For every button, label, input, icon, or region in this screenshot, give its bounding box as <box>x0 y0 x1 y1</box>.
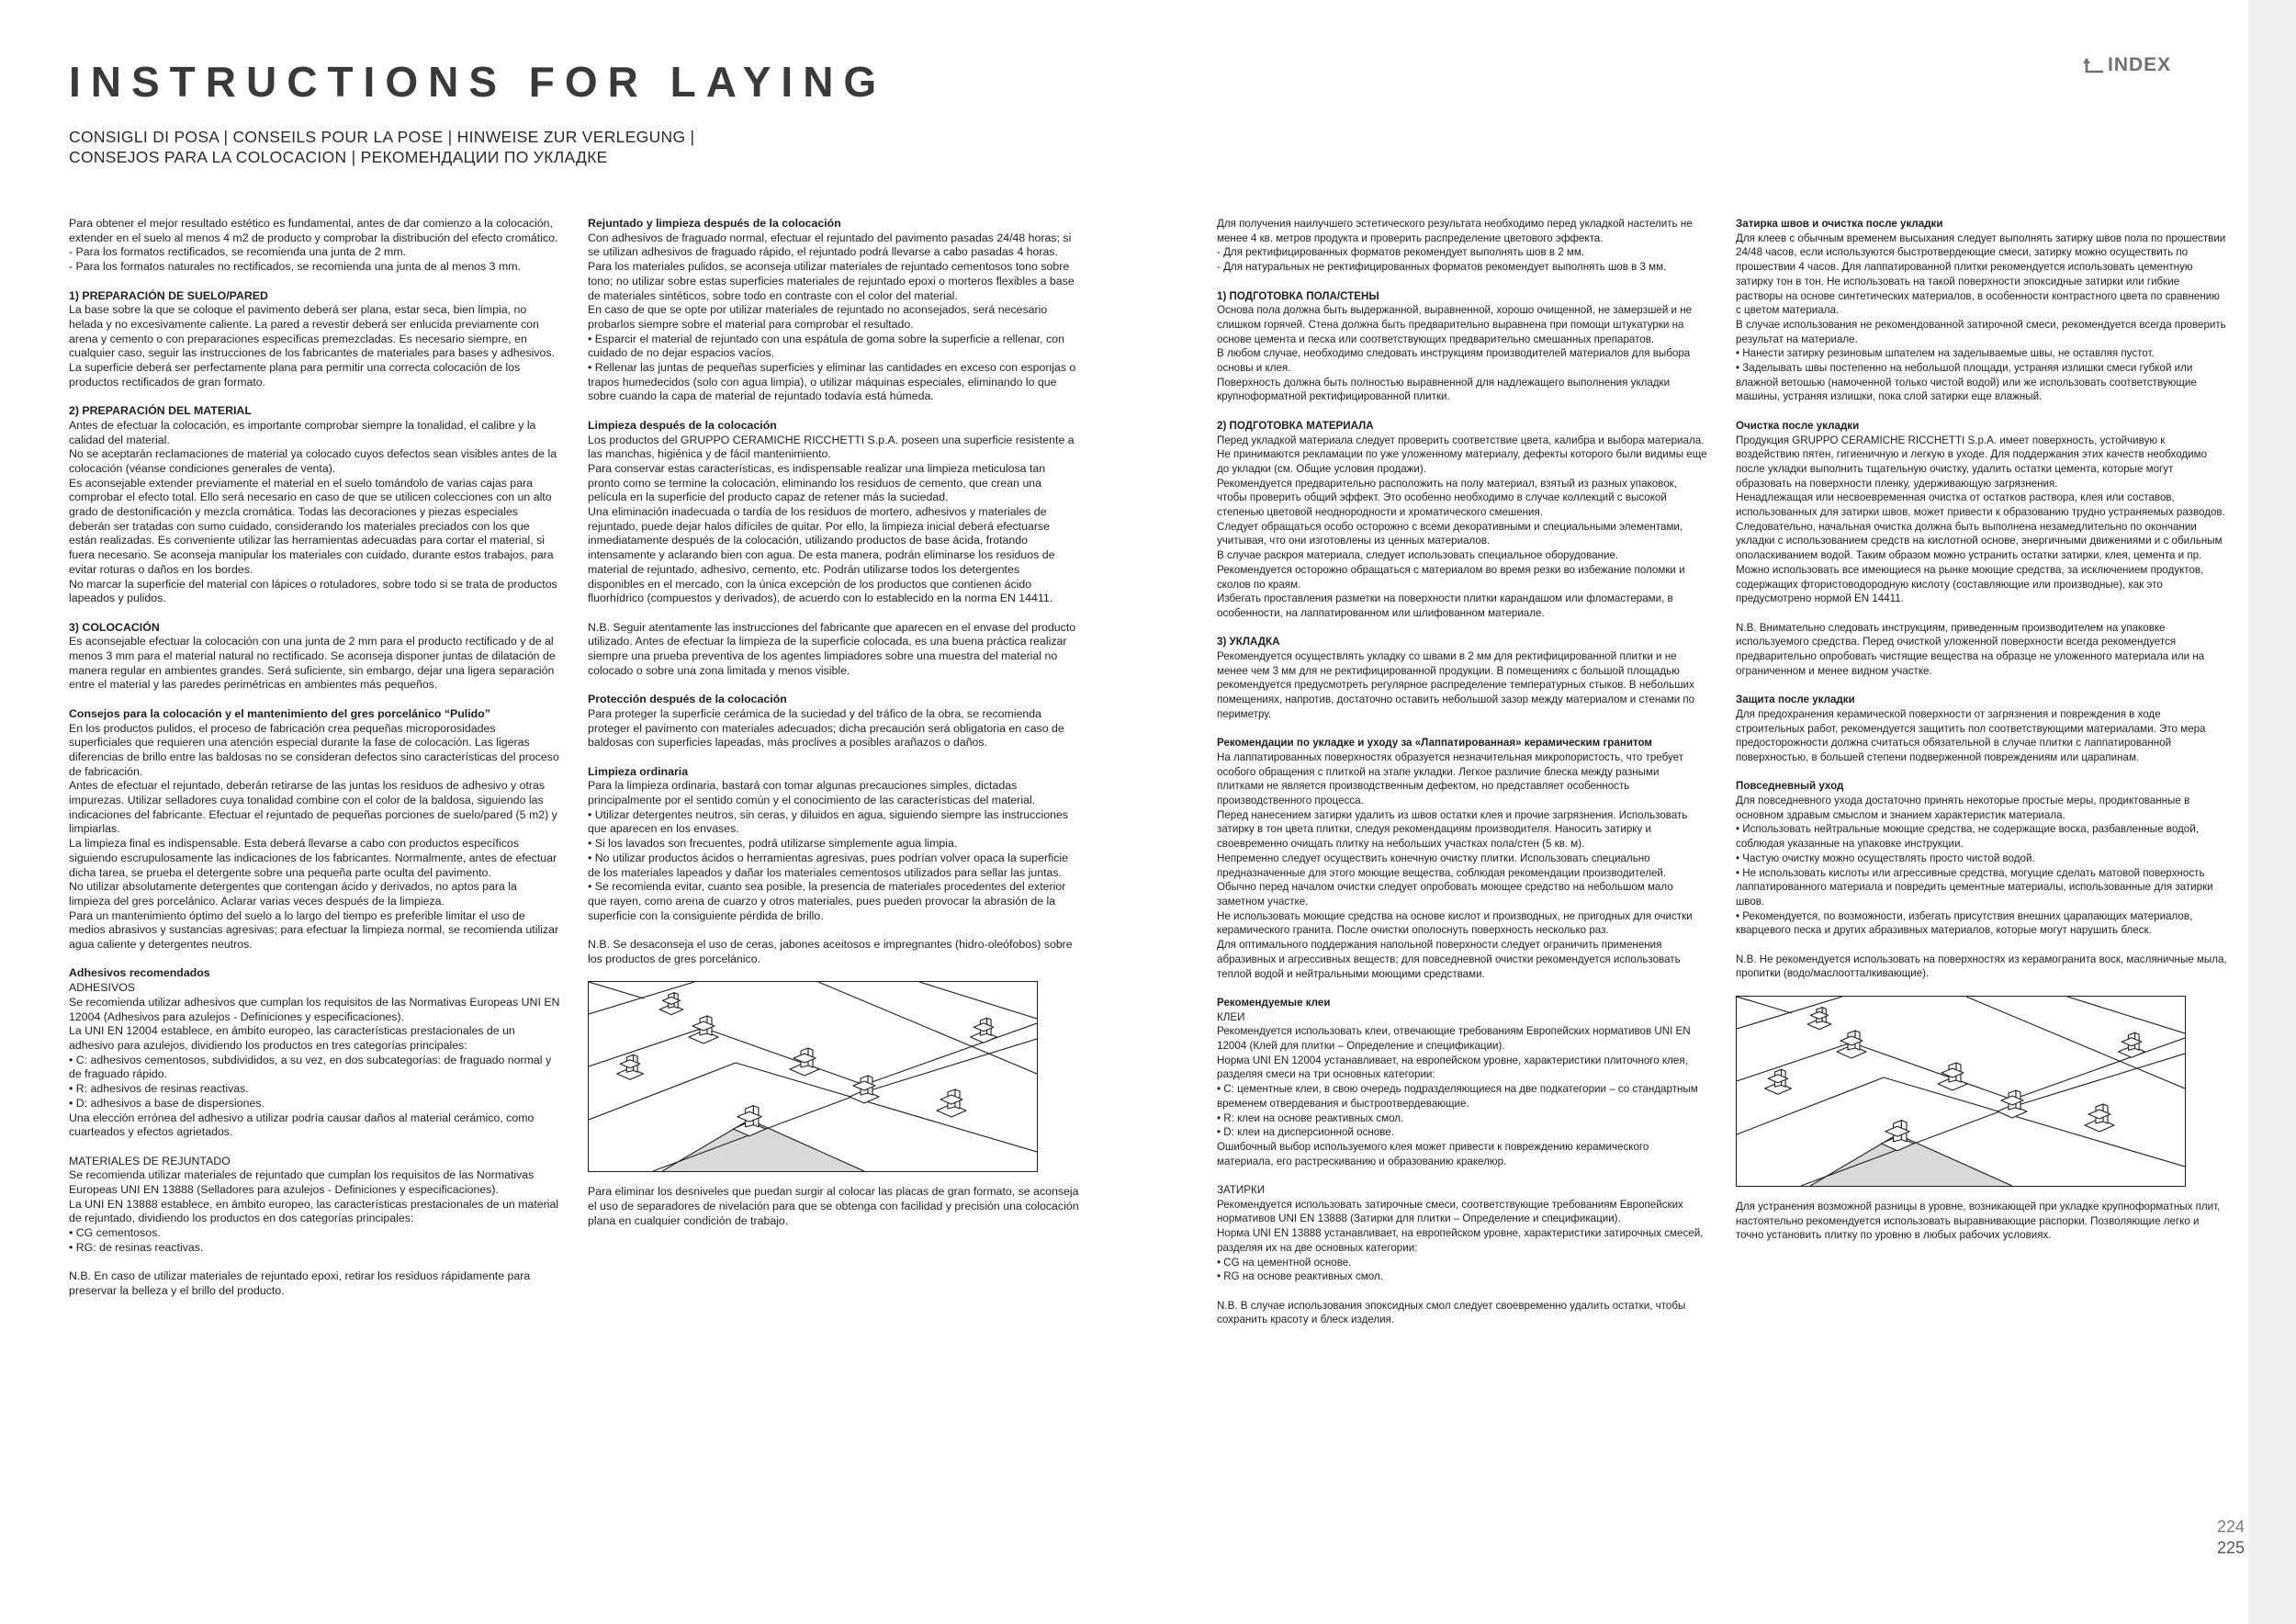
text-section <box>1217 217 1708 275</box>
paragraph-line: Para obtener el mejor resultado estético es fundamental, antes de dar comienzo a la colocación, extender en el suelo al menos 4 m2 de producto y comprobar la distribución del efecto cromático. <box>69 217 558 244</box>
text-section <box>588 217 1079 404</box>
leveling-clip-icon <box>971 1018 997 1043</box>
section-heading: Protección después de la colocación <box>588 693 787 706</box>
text-section <box>1217 419 1708 621</box>
section-heading: 2) ПОДГОТОВКА МАТЕРИАЛА <box>1217 419 1374 432</box>
paragraph-line: ADHESIVOS <box>69 981 136 995</box>
text-section <box>588 938 1079 966</box>
paragraph-line: • CG на цементной основе. <box>1217 1256 1352 1269</box>
paragraph-line: Para proteger la superficie cerámica de la suciedad y del tráfico de la obra, se recomienda proteger el pavimento con materiales adecuados; dicha precaución será obligatoria en caso de baldosas con superficies lapeadas, más proclives a posibles arañazos o daños. <box>588 706 1064 750</box>
paragraph-line: Ненадлежащая или несвоевременная очистка от остатков раствора, клея или составов, использованных для затирки швов, может привести к образованию трудно устраняемых разводов. Следовательно, начальная очистка должна быть выполнена незамедлительно по окончании укладки с использованием средств на кислотной основе, энергичными движениями и с обильным ополаскиванием водой. Таким образом можно устранить остатки затирки, клея, цемента и пр. Можно использовать все имеющиеся на рынке моющие средства, за исключением продуктов, содержащих фтористоводородную кислоту (составляющие или производные), как это предусмотрено нормой EN 14411. <box>1736 491 2225 605</box>
leveling-clip-icon <box>2085 1104 2114 1132</box>
section-heading: Limpieza ordinaria <box>588 764 689 778</box>
paragraph-line: Una elección errónea del adhesivo a utilizar podría causar daños al material cerámico, como cuarteados y efectos agrietados. <box>69 1111 535 1139</box>
paragraph-line: La UNI EN 13888 establece, en ámbito europeo, las características prestacionales de un material de rejuntado, dividiendo los productos en dos categorías principales: <box>69 1197 559 1225</box>
paragraph-line: N.B. Seguir atentamente las instrucciones del fabricante que aparecen en el envase del producto utilizado. Antes de efectuar la limpieza de la superficie colocada, es una buena práctica realizar siempre una prueba preventiva de los agentes limpiadores sobre una muestra del material no colocado o sobre una zona limitada y menos visible. <box>588 620 1076 677</box>
paragraph-line: Con adhesivos de fraguado normal, efectuar el rejuntado del pavimento pasadas 24/48 horas; si se utilizan adhesivos de fraguado rápido, el rejuntado podrá llevarse a cabo pasadas 4 horas. Para los materiales pulidos, se aconseja utilizar materiales de rejuntado cementosos tono sobre tono; no utilizar sobre estas superficies materiales de rejuntado epoxi o morteros flexibles a base de materiales sintéticos, sobre todo en contraste con el color del material. <box>588 231 1075 302</box>
section-heading: 3) УКЛАДКА <box>1217 636 1280 648</box>
paragraph-line: - Para los formatos naturales no rectificados, se recomienda una junta de al menos 3 mm. <box>69 260 521 274</box>
paragraph-line: • C: adhesivos cementosos, subdivididos, a su vez, en dos subcategorías: de fraguado normal y de fraguado rápido. <box>69 1053 552 1081</box>
text-section <box>1736 419 2227 606</box>
text-section <box>588 419 1079 606</box>
paragraph-line: • Использовать нейтральные моющие средства, не содержащие воска, разбавленные водой, соблюдая указанные на упаковке инструкции. <box>1736 823 2199 851</box>
paragraph-line: Перед укладкой материала следует проверить соответствие цвета, калибра и выбора материала. <box>1217 434 1705 446</box>
paragraph-line: • Не использовать кислоты или агрессивные средства, могущие сделать матовой поверхность лаппатированного материала и повредить цементные материалы, использованные для затирки швов. <box>1736 866 2213 908</box>
section-heading: Consejos para la colocación y el mantenimiento del gres porcelánico “Pulido” <box>69 706 490 720</box>
paragraph-line: Рекомендуется осуществлять укладку со швами в 2 мм для ректифицированной плитки и не менее чем 3 мм для не ректифицированной продукции. В помещениях с большой площадью рекомендуется предусмотреть регулярное распределение температурных стыков. В небольших помещениях, напротив, достаточно оставить небольшой зазор между материалом и стенами по периметру. <box>1217 650 1695 720</box>
index-arrow-icon <box>2083 56 2105 74</box>
paragraph-line: Не использовать моющие средства на основе кислот и производных, не пригодных для очистки керамического гранита. После очистки ополоснуть поверхность несколько раз. <box>1217 909 1693 937</box>
leveling-clip-icon <box>1807 1007 1831 1029</box>
paragraph-line: No marcar la superficie del material con lápices o rotuladores, sobre todo si se trata de productos lapeados y pulidos. <box>69 577 557 605</box>
text-section <box>69 621 560 694</box>
column-russian-2 <box>1736 217 2227 1257</box>
paragraph-line: КЛЕИ <box>1217 1010 1245 1023</box>
paragraph-line: • С: цементные клеи, в свою очередь подразделяющиеся на две подкатегории – со стандартным временем отвердевания и быстроотвердевающие. <box>1217 1083 1698 1110</box>
paragraph-line: N.B. En caso de utilizar materiales de rejuntado epoxi, retirar los residuos rápidamente para preservar la belleza y el brillo del producto. <box>69 1269 531 1297</box>
section-heading: Защита после укладки <box>1736 694 1855 706</box>
page-number-left: 224 <box>2216 1517 2245 1536</box>
section-heading: Рекомендации по укладке и уходу за «Лаппатированная» керамическим гранитом <box>1217 737 1652 750</box>
paragraph-line: N.B. Не рекомендуется использовать на поверхностях из керамогранита воск, масляничные мыла, пропитки (водо/маслоотталкивающие). <box>1736 953 2227 980</box>
paragraph-line: Ошибочный выбор используемого клея может привести к повреждению керамического материала, его растрескиванию и образованию кракелюр. <box>1217 1140 1649 1167</box>
paragraph-line: В случае использования не рекомендованной затирочной смеси, рекомендуется всегда проверить результат на материале. <box>1736 318 2226 345</box>
section-heading: Limpieza después de la colocación <box>588 418 777 432</box>
paragraph-line: Для устранения возможной разницы в уровне, возникающей при укладке крупноформатных плит, настоятельно рекомендуется использовать выравнивающие распорки. Позволяющие легко и точно установить плитку по уровню в любых рабочих условиях. <box>1736 1200 2221 1242</box>
paragraph-line: ЗАТИРКИ <box>1217 1184 1266 1197</box>
paragraph-line: Для клеев с обычным временем высыхания следует выполнять затирку швов пола по прошествии 24/48 часов, если используются быстротвердеющие смеси, затирку можно осуществить по прошествии 4 часов. Для лаппатированной плитки рекомендуется использовать цементную затирку тон в тон. Не использовать на такой поверхности эпоксидные затирки или гибкие растворы на основе синтетических материалов, в особенности контрастного цвета по сравнению с цветом материала. <box>1736 231 2226 317</box>
text-section <box>1217 996 1708 1168</box>
leveling-spacers-illustration <box>1736 996 2186 1187</box>
paragraph-line: Para eliminar los desniveles que puedan surgir al colocar las placas de gran formato, se aconseja el uso de separadores de nivelación para que se obtenga con facilidad y precisión una colocación plana en cualquier condición de trabajo. <box>588 1185 1079 1227</box>
paragraph-line: Antes de efectuar el rejuntado, deberán retirarse de las juntas los residuos de adhesivo y otras impurezas. Utilizar selladores cuya tonalidad combine con el color de la baldosa, siguiendo las indicaciones del fabricante. Efectuar el rejuntado de pequeñas porciones de suelo/pared (5 m2) y limpiarlas. <box>69 779 557 836</box>
paragraph-line: Норма UNI EN 12004 устанавливает, на европейском уровне, характеристики плиточного клея, разделяя смеси на три основных категории: <box>1217 1054 1688 1081</box>
section-heading: 3) COLOCACIÓN <box>69 620 160 634</box>
column-spanish-1 <box>69 217 560 1313</box>
leveling-clip-icon <box>617 1054 644 1079</box>
text-section <box>1736 217 2227 404</box>
page-subtitle <box>69 127 895 167</box>
paragraph-line: La limpieza final es indispensable. Esta deberá llevarse a cabo con productos específicos siguiendo escrupulosamente las indicaciones de los fabricantes. Normalmente, antes de efectuar dicha tarea, se prueba el detergente sobre una pequeña parte oculta del pavimento. <box>69 837 557 879</box>
paragraph-line: Непременно следует осуществить конечную очистку плитки. Использовать специально предназначенные для этого моющие вещества, соблюдая рекомендации производителей. <box>1217 851 1667 879</box>
leveling-clip-icon <box>689 1016 718 1043</box>
text-section <box>69 289 560 390</box>
leveling-clip-icon <box>1837 1031 1866 1058</box>
leveling-clip-icon <box>937 1089 966 1117</box>
paragraph-line: • Заделывать швы постепенно на небольшой площади, устраняя излишки смеси губкой или влажной ветошью (намоченной только чистой водой) или же использовать соответствующие машины, устраняя излишки, пока слой затирки еще влажный. <box>1736 362 2197 403</box>
section-heading: Adhesivos recomendados <box>69 966 210 980</box>
section-heading: Затирка швов и очистка после укладки <box>1736 218 1943 230</box>
text-section <box>69 966 560 1139</box>
paragraph-line: Antes de efectuar la colocación, es importante comprobar siempre la tonalidad, el calibre y la calidad del material. <box>69 418 536 446</box>
paragraph-line: В случае раскроя материала, следует использовать специальное оборудование. <box>1217 549 1619 562</box>
paragraph-line: • Utilizar detergentes neutros, sin ceras, y diluidos en agua, siguiendo siempre las instrucciones que aparecen en los envases. <box>588 807 1069 836</box>
paragraph-line: MATERIALES DE REJUNTADO <box>69 1154 231 1167</box>
page-title: INSTRUCTIONS FOR LAYING <box>69 58 887 106</box>
paragraph-line: Для предохранения керамической поверхности от загрязнения и повреждения в ходе строительных работ, рекомендуется защитить пол соответствующими материалами. Это мера предосторожности должна считаться обязательной в случае плитки с лаппатированной поверхностью, в большей степени подверженной повреждениям или царапинам. <box>1736 707 2206 763</box>
section-heading: 1) PREPARACIÓN DE SUELO/PARED <box>69 288 268 302</box>
paragraph-line: La UNI EN 12004 establece, en ámbito europeo, las características prestacionales de un adhesivo para azulejos, dividiendo los productos en tres categorías principales: <box>69 1024 515 1052</box>
column-spanish-2 <box>588 217 1079 1243</box>
paragraph-line: Поверхность должна быть полностью выравненной для надлежащего выполнения укладки крупноформатной ректифицированной плитки. <box>1217 376 1671 403</box>
text-section <box>1217 736 1708 981</box>
text-section <box>1736 1200 2227 1243</box>
paragraph-line: Продукция GRUPPO CERAMICHE RICCHETTI S.p.A. имеет поверхность, устойчивую к воздействию пятен, гигиеничную и легкую в уходе. Для поддержания этих качеств необходимо после укладки выполнить тщательную очистку, удалить остатки цемента, которые могут образовать на поверхности пленку, удерживающую загрязнения. <box>1736 434 2208 490</box>
text-section <box>588 693 1079 750</box>
paragraph-line: Норма UNI EN 13888 устанавливает, на европейском уровне, характеристики затирочных смесей, разделяя их на две основных категории: <box>1217 1227 1704 1254</box>
paragraph-line: • CG cementosos. <box>69 1226 161 1240</box>
section-heading: 2) PREPARACIÓN DEL MATERIAL <box>69 404 252 418</box>
text-section <box>69 707 560 953</box>
paragraph-line: Para la limpieza ordinaria, bastará con tomar algunas precauciones simples, dictadas principalmente por el sentido común y el conocimiento de las características del material. <box>588 779 1036 807</box>
paragraph-line: Рекомендуется использовать клеи, отвечающие требованиям Европейских нормативов UNI EN 12004 (Клей для плитки – Определение и спецификации). <box>1217 1025 1691 1052</box>
index-link[interactable] <box>2083 52 2171 78</box>
section-heading: Рекомендуемые клеи <box>1217 996 1331 1009</box>
leveling-clip-icon <box>2119 1032 2145 1057</box>
text-section <box>1736 779 2227 938</box>
text-section <box>588 1185 1079 1228</box>
paragraph-line: • No utilizar productos ácidos o herramientas agresivas, pues podrían volver opaca la superficie de los materiales lapeados y dañar los materiales cementosos utilizados para sellar las juntas. <box>588 851 1069 879</box>
paragraph-line: Se recomienda utilizar materiales de rejuntado que cumplan los requisitos de las Normativas Europeas UNI EN 13888 (Selladores para azulejos - Definiciones y especificaciones). <box>69 1168 535 1197</box>
paragraph-line: - Для ректифицированных форматов рекомендует выполнять шов в 2 мм. <box>1217 246 1585 259</box>
paragraph-line: • Esparcir el material de rejuntado con una espátula de goma sobre la superficie a rellenar, con cuidado de no dejar espacios vacíos. <box>588 332 1064 360</box>
paragraph-line: Una eliminación inadecuada o tardía de los residuos de mortero, adhesivos y materiales de rejuntado, puede dejar halos difíciles de quitar. Por ello, la limpieza inicial deberá efectuarse inmediatamente después de la colocación, utilizando productos de base ácida, frotando intensamente y aclarando bien con agua. De esta manera, podrán eliminarse los residuos de material de rejuntado, adhesivo, cemento, etc. Podrán utilizarse todos los detergentes disponibles en el mercado, con la única excepción de los productos que contienen ácido fluorhídrico (compuestos y derivados), de acuerdo con lo establecido en la norma EN 14411. <box>588 505 1055 605</box>
text-section <box>1217 289 1708 405</box>
section-heading: 1) ПОДГОТОВКА ПОЛА/СТЕНЫ <box>1217 289 1379 302</box>
paragraph-line: Рекомендуется использовать затирочные смеси, соответствующие требованиям Европейских нормативов UNI EN 13888 (Затирки для плитки – Определение и спецификации). <box>1217 1198 1683 1225</box>
paragraph-line: • Рекомендуется, по возможности, избегать присутствия внешних царапающих материалов, кварцевого песка и других абразивных материалов, которые могут нарушить блеск. <box>1736 909 2193 937</box>
text-section <box>69 1155 560 1256</box>
paragraph-line: Es aconsejable extender previamente el material en el suelo tomándolo de varias cajas para comprobar el efecto total. Ello será necesario en caso de que se utilicen colecciones con un alto grado de destonificación y mezcla cromática. Todas las decoraciones y piezas especiales deberán ser tratadas con sumo cuidado, considerando los materiales preciados con los que están realizadas. Es conveniente utilizar las herramientas adecuadas para cortar el material, si fuera necesario. Se aconseja manipular los materiales con cuidado, durante estos trabajos, para evitar roturas o daños en los bordes. <box>69 476 554 576</box>
text-section <box>1736 621 2227 679</box>
paragraph-line: • R: adhesivos de resinas reactivas. <box>69 1082 249 1096</box>
leveling-spacers-illustration <box>588 981 1038 1172</box>
text-section <box>588 765 1079 924</box>
paragraph-line: • Rellenar las juntas de pequeñas superficies y eliminar las cantidades en exceso con esponjas o trapos humedecidos (solo con agua limpia), o utilizar máquinas especiales, eliminando lo que sobre cuando la capa de material de rejuntado todavía está húmeda. <box>588 361 1076 403</box>
leveling-clip-icon <box>733 1106 765 1136</box>
paragraph-line: No se aceptarán reclamaciones de material ya colocado cuyos defectos sean visibles antes de la colocación (véanse condiciones generales de venta). <box>69 447 557 475</box>
text-section <box>69 217 560 275</box>
leveling-clip-icon <box>1938 1063 1967 1090</box>
paragraph-line: Не принимаются рекламации по уже уложенному материалу, дефекты которого были видимы еще до укладки (см. Общие условия продажи). <box>1217 448 1707 475</box>
text-section <box>1736 953 2227 981</box>
paragraph-line: N.B. Se desaconseja el uso de ceras, jabones aceitosos e impregnantes (hidro-oleófobos) sobre los productos de gres porcelánico. <box>588 938 1073 965</box>
paragraph-line: Para conservar estas características, es indispensable realizar una limpieza meticulosa tan pronto como se termine la colocación, eliminando los residuos de cemento, que crean una película en la superficie del producto capaz de retener más la suciedad. <box>588 461 1046 504</box>
subtitle-line: CONSEJOS PARA LA COLOCACION | РЕКОМЕНДАЦИИ ПО УКЛАДКЕ <box>69 148 608 166</box>
paragraph-line: • RG на основе реактивных смол. <box>1217 1270 1383 1283</box>
paragraph-line: En caso de que se opte por utilizar materiales de rejuntado no aconsejados, será necesario probarlos siempre sobre el material para comprobar el resultado. <box>588 303 1048 331</box>
leveling-clip-icon <box>659 993 683 1015</box>
leveling-clip-icon <box>790 1048 819 1076</box>
paragraph-line: Избегать проставления разметки на поверхности плитки карандашом или фломастерами, в особенности, на лаппатированном или шлифованном материале. <box>1217 592 1673 619</box>
section-heading: Rejuntado y limpieza después de la colocación <box>588 217 841 230</box>
paragraph-line: Es aconsejable efectuar la colocación con una junta de 2 mm para el producto rectificado y de al menos 3 mm para el material natural no rectificado. Se aconseja disponer juntas de dilatación de manera regular en ambientes grandes. Será suficiente, sin embargo, dejar una ligera separación entre el material y las paredes perimétricas en ambientes más pequeños. <box>69 635 556 692</box>
page-number-right: 225 <box>2216 1539 2245 1557</box>
paragraph-line: Para un mantenimiento óptimo del suelo a lo largo del tiempo es preferible limitar el uso de medios abrasivos y sustancias agresivas; para efectuar la limpieza normal, se recomienda utilizar agua caliente y detergentes neutros. <box>69 908 559 952</box>
paragraph-line: N.B. Внимательно следовать инструкциям, приведенным производителем на упаковке используемого средства. Перед очисткой уложенной поверхности всегда рекомендуется предварительно опробовать чистящие вещества на образце не уложенного материала или на ограниченном и менее видном участке. <box>1736 621 2205 677</box>
index-label: INDEX <box>2108 54 2172 75</box>
paragraph-line: • D: adhesivos a base de dispersiones. <box>69 1096 264 1110</box>
paragraph-line: • Частую очистку можно осуществлять просто чистой водой. <box>1736 851 2035 864</box>
paragraph-line: La superficie deberá ser perfectamente plana para permitir una correcta colocación de los productos rectificados de gran formato. <box>69 361 521 389</box>
paragraph-line: Se recomienda utilizar adhesivos que cumplan los requisitos de las Normativas Europeas UNI EN 12004 (Adhesivos para azulejos - Definiciones y especificaciones). <box>69 995 560 1023</box>
paragraph-line: - Для натуральных не ректифицированных форматов рекомендует выполнять шов в 3 мм. <box>1217 261 1667 274</box>
text-section <box>1217 1183 1708 1284</box>
subtitle-line: CONSIGLI DI POSA | CONSEILS POUR LA POSE | HINWEISE ZUR VERLEGUNG | <box>69 128 695 146</box>
column-russian-1 <box>1217 217 1708 1342</box>
section-heading: Повседневный уход <box>1736 780 1844 793</box>
paragraph-line: Рекомендуется осторожно обращаться с материалом во время резки во избежание поломки и сколов по краям. <box>1217 563 1685 591</box>
paragraph-line: La base sobre la que se coloque el pavimento deberá ser plana, estar seca, bien limpia, no helada y no excesivamente caliente. La pared a revestir deberá ser enlucida previamente con arena y cemento o con preparaciones específicas premezcladas. Es necesario siempre, en cualquier caso, seguir las instrucciones de los fabricantes de materiales para bases y adhesivos. <box>69 303 556 360</box>
paragraph-line: • D: клеи на дисперсионной основе. <box>1217 1126 1394 1139</box>
paragraph-line: • Si los lavados son frecuentes, podrá utilizarse simplemente agua limpia. <box>588 837 958 851</box>
text-section <box>588 621 1079 679</box>
paragraph-line: Рекомендуется предварительно расположить на полу материал, взятый из разных упаковок, чтобы проверить общий эффект. Это особенно необходимо в случае коллекций с высокой степенью цветовой неоднородности и хроматического смешения. <box>1217 477 1677 519</box>
paragraph-line: • RG: de resinas reactivas. <box>69 1240 204 1254</box>
paragraph-line: - Para los formatos rectificados, se recomienda una junta de 2 mm. <box>69 245 407 259</box>
paragraph-line: Для оптимального поддержания напольной поверхности следует ограничить применения абразивных и агрессивных веществ; для повседневной очистки рекомендуется использовать теплой водой и нейтральными моющими средствами. <box>1217 939 1681 980</box>
text-section <box>69 404 560 606</box>
paragraph-line: В любом случае, необходимо следовать инструкциям производителей материалов для выбора основы и клея. <box>1217 347 1691 375</box>
paragraph-line: Обычно перед началом очистки следует опробовать моющее средство на небольшом мало заметном участке. <box>1217 881 1673 908</box>
paragraph-line: Перед нанесением затирки удалить из швов остатки клея и прочие загрязнения. Использовать затирку в тон цвета плитки, следуя рекомендациям производителя. Наносить затирку и своевременно очищать плитку на небольших участках пола/стен (5 кв. м). <box>1217 808 1688 851</box>
paragraph-line: Los productos del GRUPPO CERAMICHE RICCHETTI S.p.A. poseen una superficie resistente a las manchas, higiénica y de fácil mantenimiento. <box>588 433 1075 461</box>
page-edge-strip <box>2248 0 2296 1624</box>
paragraph-line: Следует обращаться особо осторожно с всеми декоративными и специальными элементами, учитывая, что они изготовлены из ценных материалов. <box>1217 520 1683 547</box>
paragraph-line: • R: клеи на основе реактивных смол. <box>1217 1111 1404 1124</box>
paragraph-line: Для получения наилучшего эстетического результата необходимо перед укладкой настелить не менее 4 кв. метров продукта и проверить распределение цветового эффекта. <box>1217 218 1693 244</box>
text-section <box>1217 635 1708 721</box>
section-heading: Очистка после укладки <box>1736 419 1860 432</box>
paragraph-line: • Se recomienda evitar, cuanto sea posible, la presencia de materiales procedentes del exterior que rayen, como arena de cuarzo y otros materiales, pues pueden provocar la abrasión de la superficie con la consiguiente pérdida de brillo. <box>588 880 1066 922</box>
paragraph-line: • Нанести затирку резиновым шпателем на заделываемые швы, не оставляя пустот. <box>1736 347 2155 360</box>
paragraph-line: На лаппатированных поверхностях образуется незначительная микропористость, что требует особого обращения с плиткой на этапе укладки. Легкое различие блеска между разными плитками не является производственным дефектом, но представляет особенность производственного процесса. <box>1217 750 1684 807</box>
paragraph-line: Для повседневного ухода достаточно принять некоторые простые меры, продиктованные в основном здравым смыслом и знанием характеристик материала. <box>1736 795 2190 821</box>
paragraph-line: N.B. В случае использования эпоксидных смол следует своевременно удалить остатки, чтобы сохранить красоту и блеск изделия. <box>1217 1299 1686 1326</box>
paragraph-line: Основа пола должна быть выдержанной, выравненной, хорошо очищенной, не замерзшей и не слишком горячей. Стена должна быть предварительно выравнена при помощи штукатурки на основе цемента и песка или соответствующих предварительно смешанных препаратов. <box>1217 304 1693 345</box>
paragraph-line: No utilizar absolutamente detergentes que contengan ácido y derivados, no aptos para la limpieza del gres porcelánico. Aclarar varias veces después de la limpieza. <box>69 880 517 908</box>
text-section <box>1217 1299 1708 1327</box>
text-section <box>69 1269 560 1298</box>
paragraph-line: En los productos pulidos, el proceso de fabricación crea pequeñas microporosidades superficiales que requieren una atención especial durante la fase de colocación. Las ligeras diferencias de brillo entre las baldosas no se consideran defectos sino características del proceso de fabricación. <box>69 721 559 778</box>
leveling-clip-icon <box>1765 1069 1792 1094</box>
text-section <box>1736 693 2227 765</box>
leveling-clip-icon <box>1881 1121 1913 1151</box>
